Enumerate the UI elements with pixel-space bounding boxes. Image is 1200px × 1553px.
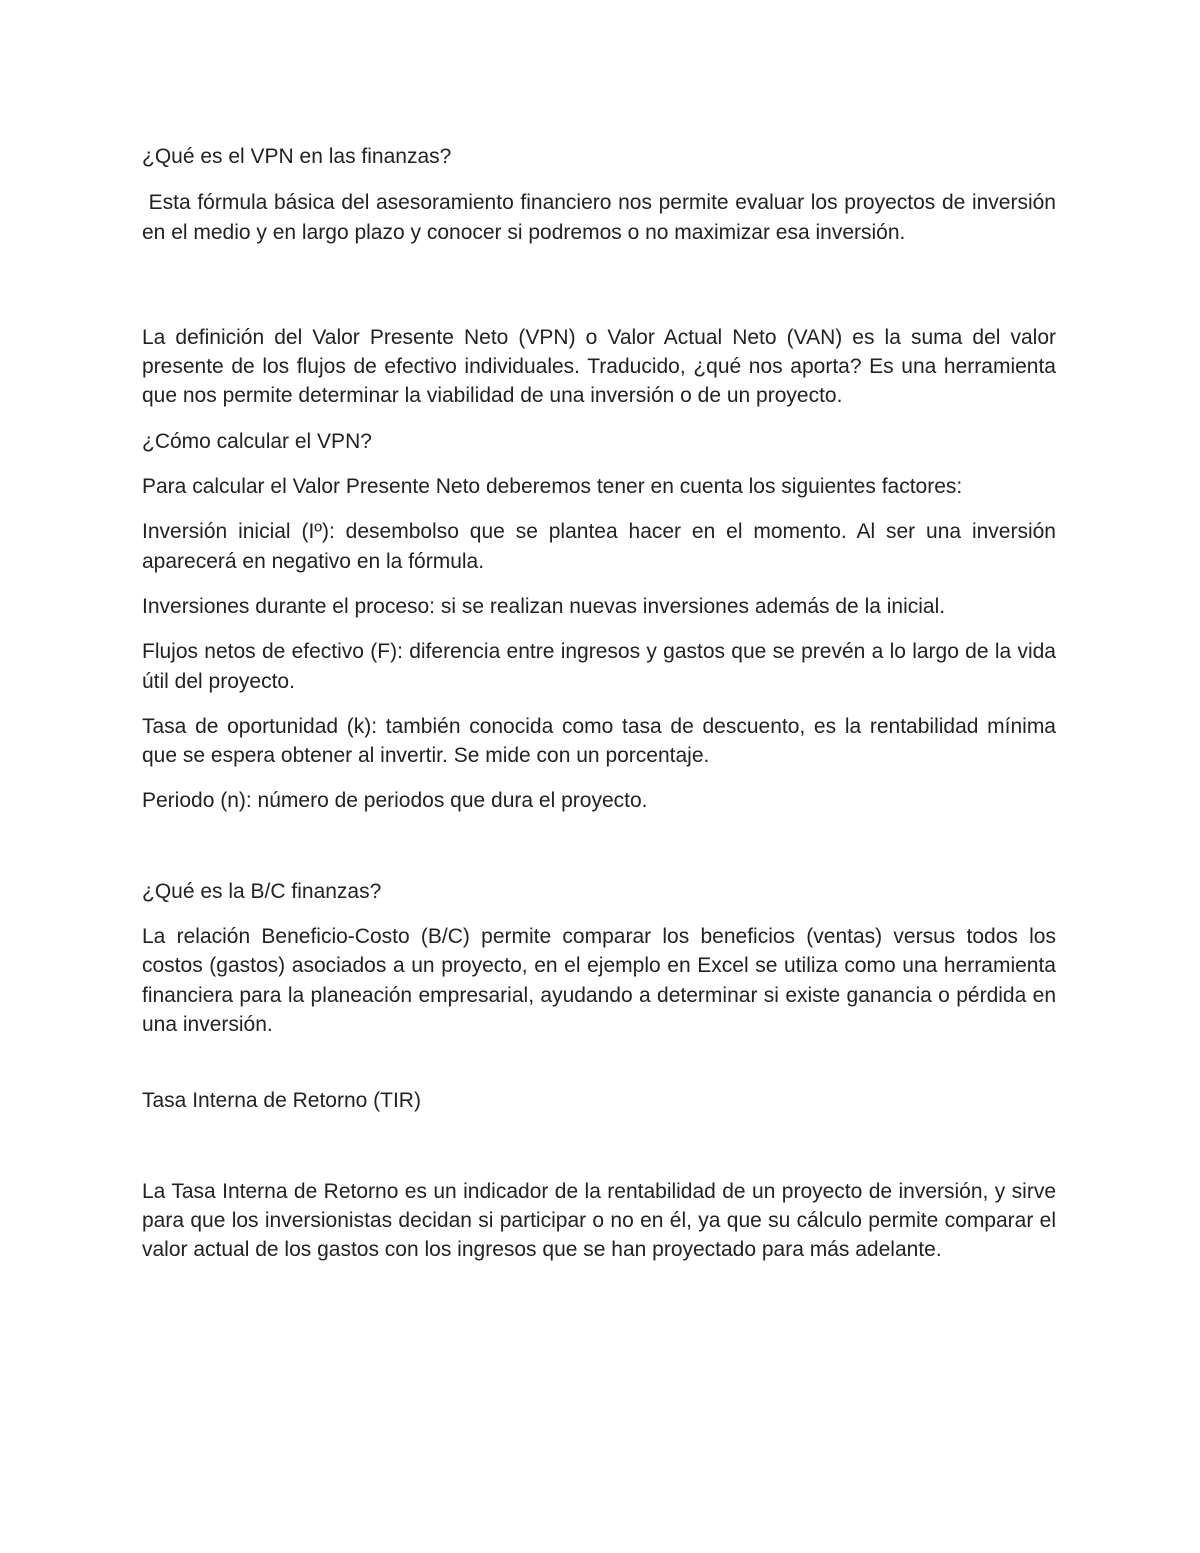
paragraph-bc: La relación Beneficio-Costo (B/C) permite comparar los beneficios (ventas) versus todos los costos (gastos) asociados a un proyecto, en el ejemplo en Excel se utiliza como una herramienta financiera para la planeación empresarial, ayudando a determinar si existe ganancia o pérdida en una inversión. [142,925,1056,1036]
heading-vpn: ¿Qué es el VPN en las finanzas? [142,145,452,168]
factor-net-cash-flows: Flujos netos de efectivo (F): diferencia entre ingresos y gastos que se prevén a lo largo de la vida útil del proyecto. [142,640,1056,693]
factor-period: Periodo (n): número de periodos que dura el proyecto. [142,789,648,813]
paragraph-vpn-intro: Esta fórmula básica del asesoramiento financiero nos permite evaluar los proyectos de inversión en el medio y en largo plazo y conocer si podremos o no maximizar esa inversión. [142,191,1062,244]
heading-tir: Tasa Interna de Retorno (TIR) [142,1089,421,1113]
factor-initial-investment: Inversión inicial (Iº): desembolso que se plantea hacer en el momento. Al ser una inversión aparecerá en negativo en la fórmula. [142,520,1056,573]
heading-bc: ¿Qué es la B/C finanzas? [142,879,382,903]
document-body [142,142,1062,1264]
factor-process-investments: Inversiones durante el proceso: si se realizan nuevas inversiones además de la inicial. [142,594,946,618]
heading-calc-vpn: ¿Cómo calcular el VPN? [142,429,372,453]
paragraph-calc-intro: Para calcular el Valor Presente Neto deberemos tener en cuenta los siguientes factores: [142,475,963,499]
paragraph-vpn-definition: La definición del Valor Presente Neto (VPN) o Valor Actual Neto (VAN) es la suma del valor presente de los flujos de efectivo individuales. Traducido, ¿qué nos aporta? Es una herramienta que nos permite determinar la viabilidad de una inversión o de un proyecto. [142,325,1056,408]
paragraph-tir: La Tasa Interna de Retorno es un indicador de la rentabilidad de un proyecto de inversión, y sirve para que los inversionistas decidan si participar o no en él, ya que su cálculo permite comparar el valor actual de los gastos con los ingresos que se han proyectado para más adelante. [142,1179,1056,1262]
factor-opportunity-rate: Tasa de oportunidad (k): también conocida como tasa de descuento, es la rentabilidad mínima que se espera obtener al invertir. Se mide con un porcentaje. [142,714,1056,768]
